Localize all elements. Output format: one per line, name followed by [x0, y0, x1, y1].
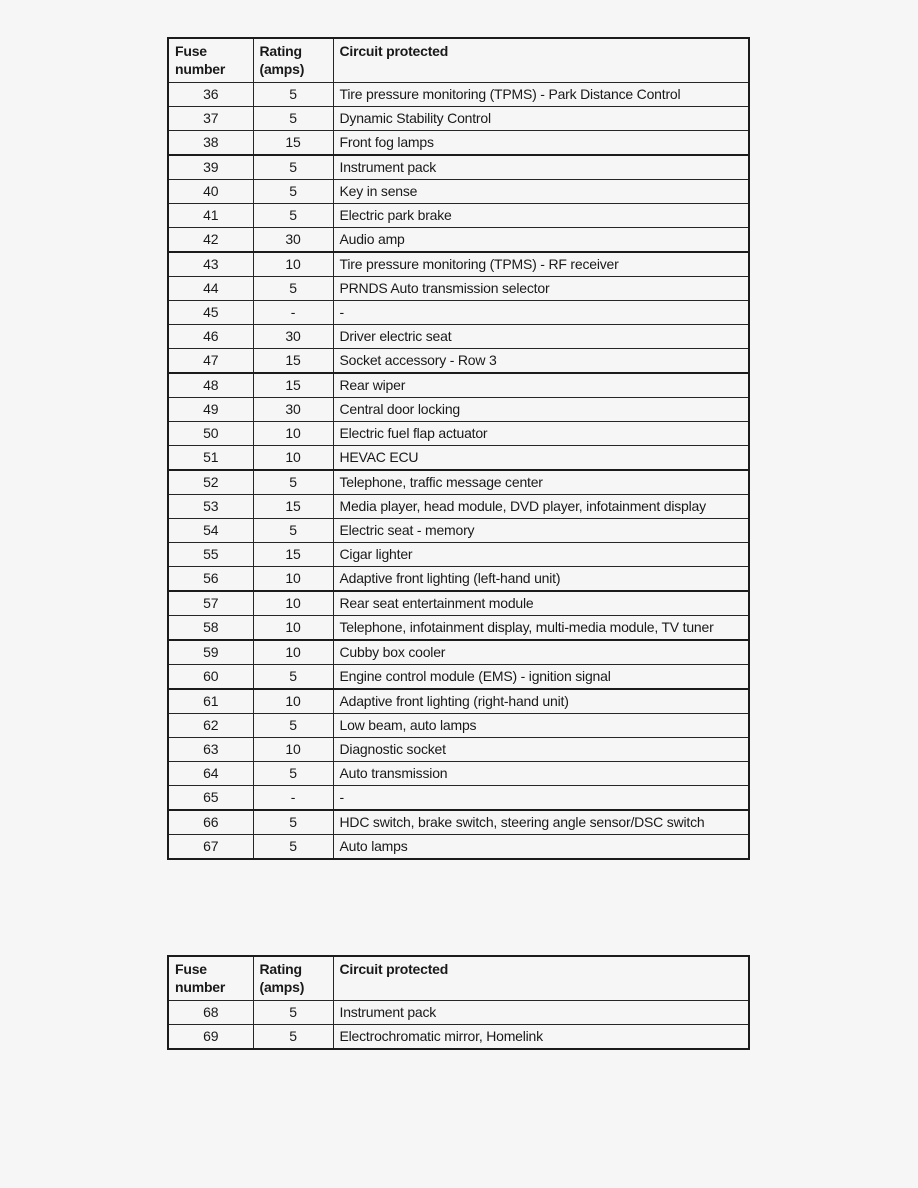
circuit-protected-cell: Cigar lighter [333, 543, 749, 567]
circuit-protected-cell: Dynamic Stability Control [333, 107, 749, 131]
circuit-protected-cell: Diagnostic socket [333, 738, 749, 762]
circuit-protected-cell: Cubby box cooler [333, 640, 749, 665]
rating-cell: 10 [253, 616, 333, 641]
table-row [168, 567, 749, 592]
circuit-protected-cell: Electrochromatic mirror, Homelink [333, 1025, 749, 1050]
header-rating: Rating (amps) [253, 956, 333, 1001]
rating-cell: 15 [253, 495, 333, 519]
table-row [168, 714, 749, 738]
fuse-number-cell: 59 [168, 640, 253, 665]
fuse-number-cell: 47 [168, 349, 253, 374]
circuit-protected-cell: Audio amp [333, 228, 749, 253]
table-row [168, 83, 749, 107]
fuse-number-cell: 54 [168, 519, 253, 543]
circuit-protected-cell: Electric fuel flap actuator [333, 422, 749, 446]
fuse-number-cell: 43 [168, 252, 253, 277]
table-row [168, 762, 749, 786]
table-row [168, 470, 749, 495]
fuse-number-cell: 66 [168, 810, 253, 835]
circuit-protected-cell: Front fog lamps [333, 131, 749, 156]
rating-cell: 5 [253, 714, 333, 738]
header-row [168, 956, 749, 1001]
fuse-number-cell: 46 [168, 325, 253, 349]
circuit-protected-cell: Central door locking [333, 398, 749, 422]
rating-cell: 5 [253, 155, 333, 180]
table-row [168, 786, 749, 811]
header-row [168, 38, 749, 83]
fuse-number-cell: 39 [168, 155, 253, 180]
rating-cell: 10 [253, 446, 333, 471]
table-row [168, 1025, 749, 1050]
fuse-table-1 [167, 37, 750, 860]
circuit-protected-cell: Telephone, infotainment display, multi-media module, TV tuner [333, 616, 749, 641]
rating-cell: 30 [253, 228, 333, 253]
circuit-protected-cell: Tire pressure monitoring (TPMS) - Park Distance Control [333, 83, 749, 107]
circuit-protected-cell: Low beam, auto lamps [333, 714, 749, 738]
circuit-protected-cell: Engine control module (EMS) - ignition signal [333, 665, 749, 690]
table-row [168, 398, 749, 422]
rating-cell: 30 [253, 398, 333, 422]
table-row [168, 810, 749, 835]
table-row [168, 155, 749, 180]
circuit-protected-cell: PRNDS Auto transmission selector [333, 277, 749, 301]
table-row [168, 301, 749, 325]
table-row [168, 228, 749, 253]
circuit-protected-cell: - [333, 786, 749, 811]
fuse-number-cell: 57 [168, 591, 253, 616]
fuse-number-cell: 51 [168, 446, 253, 471]
fuse-number-cell: 56 [168, 567, 253, 592]
fuse-number-cell: 67 [168, 835, 253, 860]
rating-cell: 10 [253, 738, 333, 762]
circuit-protected-cell: Tire pressure monitoring (TPMS) - RF receiver [333, 252, 749, 277]
fuse-number-cell: 52 [168, 470, 253, 495]
rating-cell: 5 [253, 204, 333, 228]
fuse-number-cell: 38 [168, 131, 253, 156]
table-row [168, 543, 749, 567]
table-row [168, 616, 749, 641]
table-row [168, 640, 749, 665]
fuse-number-cell: 55 [168, 543, 253, 567]
circuit-protected-cell: Adaptive front lighting (right-hand unit) [333, 689, 749, 714]
rating-cell: 5 [253, 762, 333, 786]
header-fuse-number: Fuse number [168, 38, 253, 83]
header-circuit-protected: Circuit protected [333, 956, 749, 1001]
rating-cell: 5 [253, 180, 333, 204]
circuit-protected-cell: Auto transmission [333, 762, 749, 786]
table-row [168, 373, 749, 398]
table-row [168, 325, 749, 349]
fuse-number-cell: 50 [168, 422, 253, 446]
circuit-protected-cell: Auto lamps [333, 835, 749, 860]
circuit-protected-cell: Electric seat - memory [333, 519, 749, 543]
fuse-number-cell: 49 [168, 398, 253, 422]
fuse-number-cell: 64 [168, 762, 253, 786]
table-row [168, 204, 749, 228]
circuit-protected-cell: Telephone, traffic message center [333, 470, 749, 495]
fuse-number-cell: 41 [168, 204, 253, 228]
rating-cell: 15 [253, 373, 333, 398]
rating-cell: 5 [253, 83, 333, 107]
rating-cell: 30 [253, 325, 333, 349]
rating-cell: 5 [253, 835, 333, 860]
fuse-number-cell: 40 [168, 180, 253, 204]
fuse-table-2 [167, 955, 750, 1050]
circuit-protected-cell: Rear wiper [333, 373, 749, 398]
fuse-number-cell: 62 [168, 714, 253, 738]
rating-cell: 10 [253, 567, 333, 592]
table-row [168, 180, 749, 204]
table-row [168, 519, 749, 543]
rating-cell: - [253, 786, 333, 811]
header-rating: Rating (amps) [253, 38, 333, 83]
circuit-protected-cell: Adaptive front lighting (left-hand unit) [333, 567, 749, 592]
rating-cell: - [253, 301, 333, 325]
table-row [168, 495, 749, 519]
rating-cell: 10 [253, 689, 333, 714]
fuse-number-cell: 60 [168, 665, 253, 690]
fuse-number-cell: 63 [168, 738, 253, 762]
rating-cell: 5 [253, 810, 333, 835]
header-fuse-number: Fuse number [168, 956, 253, 1001]
fuse-table-1-body [168, 83, 749, 860]
rating-cell: 10 [253, 640, 333, 665]
rating-cell: 10 [253, 422, 333, 446]
table-row [168, 738, 749, 762]
table-row [168, 665, 749, 690]
circuit-protected-cell: Electric park brake [333, 204, 749, 228]
fuse-number-cell: 37 [168, 107, 253, 131]
table-row [168, 107, 749, 131]
rating-cell: 5 [253, 665, 333, 690]
rating-cell: 5 [253, 277, 333, 301]
circuit-protected-cell: HDC switch, brake switch, steering angle sensor/DSC switch [333, 810, 749, 835]
circuit-protected-cell: - [333, 301, 749, 325]
table-row [168, 131, 749, 156]
table-row [168, 422, 749, 446]
circuit-protected-cell: Socket accessory - Row 3 [333, 349, 749, 374]
rating-cell: 15 [253, 543, 333, 567]
fuse-number-cell: 58 [168, 616, 253, 641]
circuit-protected-cell: Rear seat entertainment module [333, 591, 749, 616]
table-row [168, 1001, 749, 1025]
rating-cell: 5 [253, 519, 333, 543]
circuit-protected-cell: HEVAC ECU [333, 446, 749, 471]
rating-cell: 5 [253, 107, 333, 131]
rating-cell: 5 [253, 1001, 333, 1025]
rating-cell: 15 [253, 131, 333, 156]
circuit-protected-cell: Key in sense [333, 180, 749, 204]
fuse-number-cell: 65 [168, 786, 253, 811]
table-row [168, 349, 749, 374]
rating-cell: 10 [253, 252, 333, 277]
fuse-number-cell: 45 [168, 301, 253, 325]
fuse-table-2-body [168, 1001, 749, 1050]
fuse-number-cell: 42 [168, 228, 253, 253]
circuit-protected-cell: Instrument pack [333, 1001, 749, 1025]
table-row [168, 446, 749, 471]
fuse-number-cell: 44 [168, 277, 253, 301]
fuse-number-cell: 36 [168, 83, 253, 107]
table-row [168, 689, 749, 714]
circuit-protected-cell: Media player, head module, DVD player, infotainment display [333, 495, 749, 519]
rating-cell: 15 [253, 349, 333, 374]
circuit-protected-cell: Instrument pack [333, 155, 749, 180]
fuse-number-cell: 53 [168, 495, 253, 519]
fuse-number-cell: 48 [168, 373, 253, 398]
rating-cell: 5 [253, 470, 333, 495]
table-row [168, 277, 749, 301]
fuse-number-cell: 68 [168, 1001, 253, 1025]
rating-cell: 10 [253, 591, 333, 616]
table-row [168, 835, 749, 860]
circuit-protected-cell: Driver electric seat [333, 325, 749, 349]
header-circuit-protected: Circuit protected [333, 38, 749, 83]
table-row [168, 591, 749, 616]
rating-cell: 5 [253, 1025, 333, 1050]
fuse-number-cell: 69 [168, 1025, 253, 1050]
fuse-number-cell: 61 [168, 689, 253, 714]
table-row [168, 252, 749, 277]
